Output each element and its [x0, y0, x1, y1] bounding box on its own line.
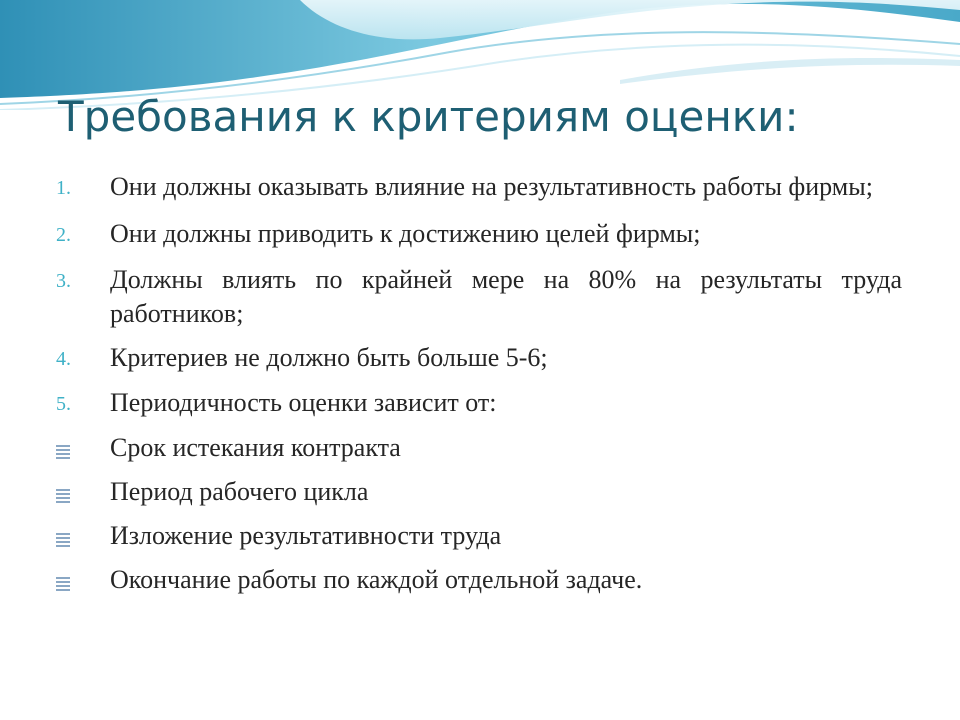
bullet-item	[56, 563, 902, 597]
list-item	[56, 341, 902, 376]
list-item-text: Критериев не должно быть больше 5-6;	[110, 343, 548, 372]
lines-bullet-icon	[56, 445, 70, 459]
list-item	[56, 263, 902, 331]
bullet-item-text: Окончание работы по каждой отдельной задаче.	[110, 565, 643, 594]
list-number: 5.	[56, 393, 71, 415]
list-item-text: Должны влиять по крайней мере на 80% на результаты труда работников;	[110, 265, 902, 328]
slide-title: Требования к критериям оценки:	[58, 92, 799, 141]
list-item	[56, 386, 902, 421]
list-item	[56, 217, 902, 252]
list-number: 1.	[56, 177, 71, 199]
list-item-text: Они должны оказывать влияние на результативность работы фирмы;	[110, 172, 873, 201]
bullet-item	[56, 475, 902, 509]
lines-bullet-icon	[56, 533, 70, 547]
bullet-item	[56, 431, 902, 465]
bullet-item-text: Период рабочего цикла	[110, 477, 369, 506]
list-item-text: Они должны приводить к достижению целей фирмы;	[110, 219, 701, 248]
list-item	[56, 170, 902, 205]
criteria-list	[56, 170, 902, 597]
bullet-item-text: Срок истекания контракта	[110, 433, 401, 462]
list-number: 2.	[56, 224, 71, 246]
list-number: 3.	[56, 270, 71, 292]
list-number: 4.	[56, 348, 71, 370]
list-item-text: Периодичность оценки зависит от:	[110, 388, 497, 417]
bullet-item	[56, 519, 902, 553]
lines-bullet-icon	[56, 489, 70, 503]
bullet-item-text: Изложение результативности труда	[110, 521, 502, 550]
lines-bullet-icon	[56, 577, 70, 591]
